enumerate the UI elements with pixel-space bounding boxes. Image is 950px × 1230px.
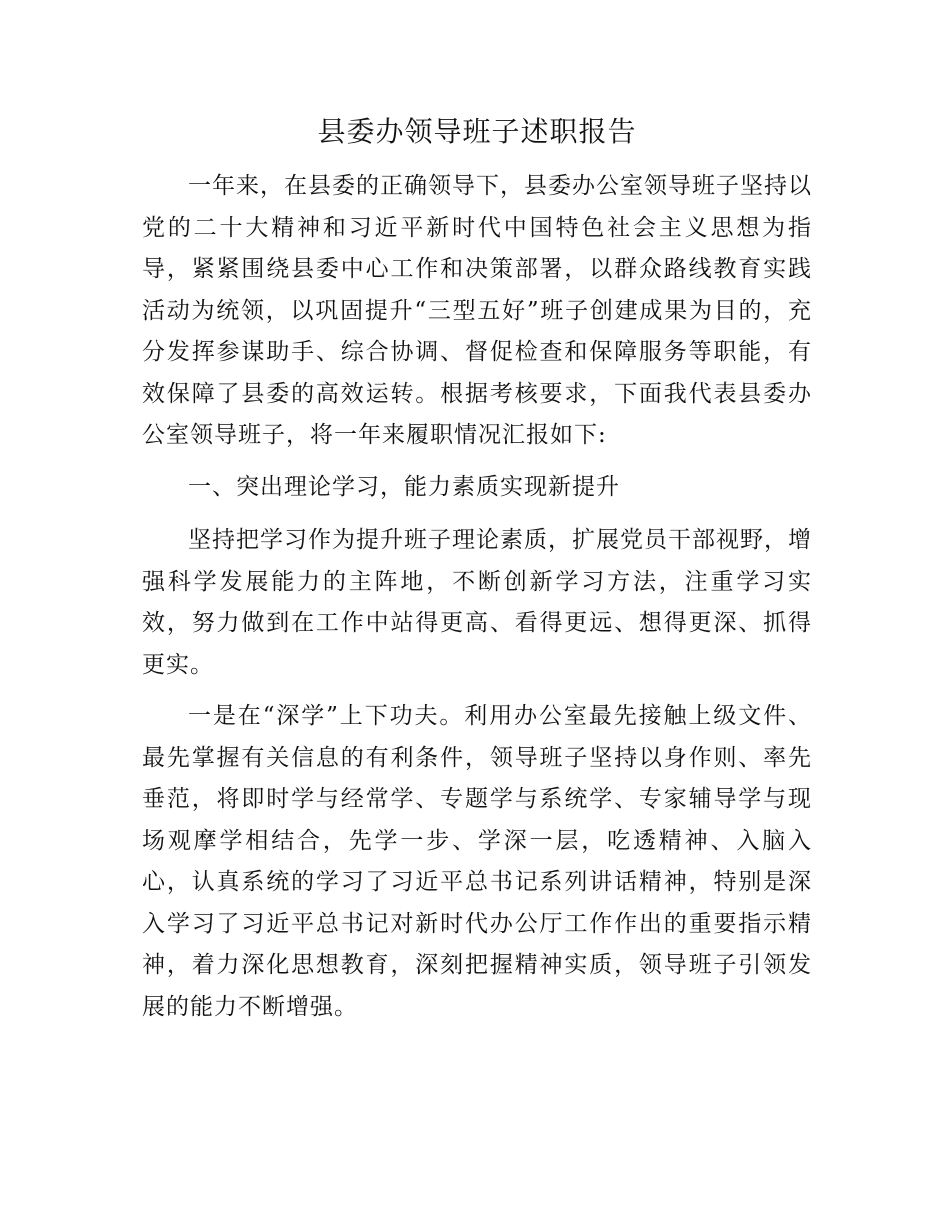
document-title: 县委办领导班子述职报告 [317, 115, 637, 148]
intro-paragraph: 一年来，在县委的正确领导下，县委办公室领导班子坚持以党的二十大精神和习近平新时代中国特色社会主义思想为指导，紧紧围绕县委中心工作和决策部署，以群众路线教育实践活动为统领，以巩固提升“三型五好”班子创建成果为目的，充分发挥参谋助手、综合协调、督促检查和保障服务等职能，有效保障了县委的高效运转。根据考核要求，下面我代表县委办公室领导班子，将一年来履职情况汇报如下: [142, 173, 812, 448]
document-page [142, 112, 812, 1038]
section-paragraph: 一是在“深学”上下功夫。利用办公室最先接触上级文件、最先掌握有关信息的有利条件，领导班子坚持以身作则、率先垂范，将即时学与经常学、专题学与系统学、专家辅导学与现场观摩学相结合，先学一步、学深一层，吃透精神、入脑入心，认真系统的学习了习近平总书记系列讲话精神，特别是深入学习了习近平总书记对新时代办公厅工作作出的重要指示精神，着力深化思想教育，深刻把握精神实质，领导班子引领发展的能力不断增强。 [142, 703, 812, 1020]
section-heading: 一、突出理论学习，能力素质实现新提升 [188, 473, 620, 500]
section-paragraph: 坚持把学习作为提升班子理论素质，扩展党员干部视野，增强科学发展能力的主阵地，不断创新学习方法，注重学习实效，努力做到在工作中站得更高、看得更远、想得更深、抓得更实。 [142, 527, 812, 678]
